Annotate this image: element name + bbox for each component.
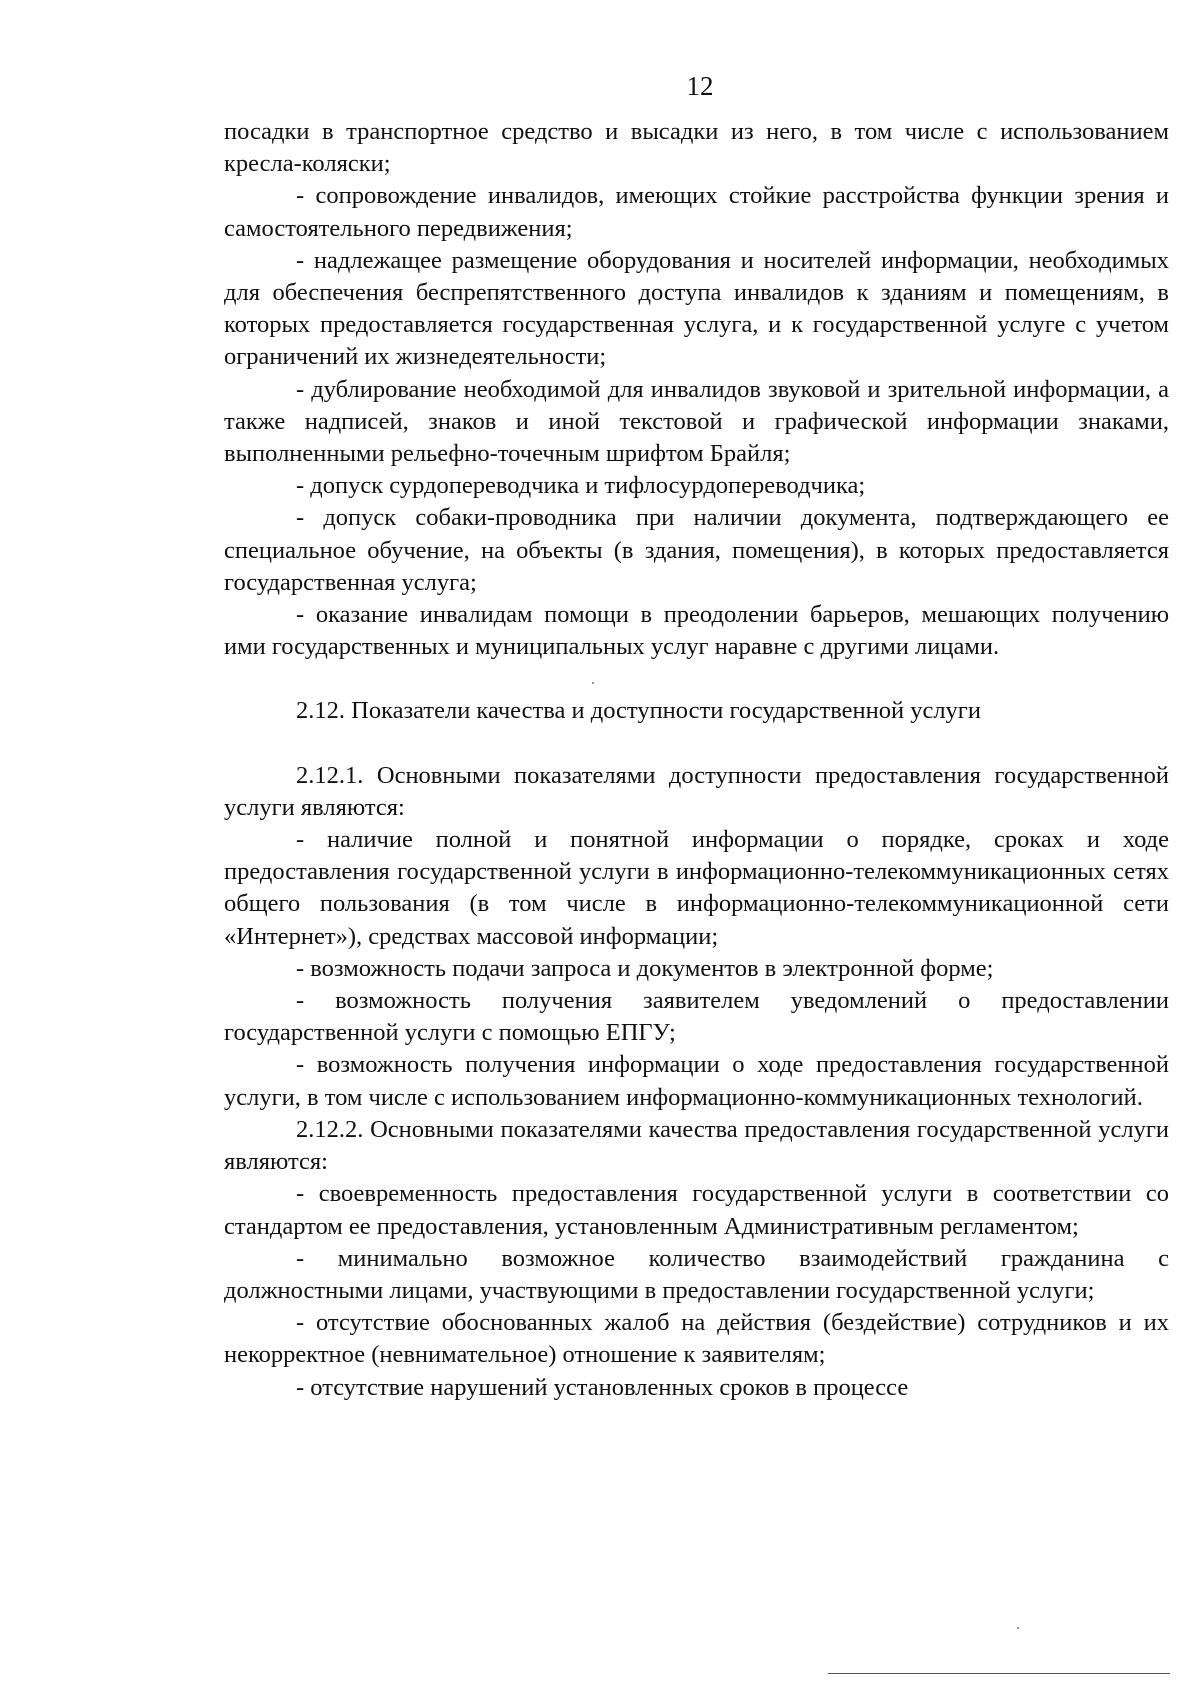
paragraph: - наличие полной и понятной информации о порядке, сроках и ходе предоставления государственной услуги в информационно-телекоммуникационных сетях общего пользования (в том числе в информационно-телекоммуникационной сети «Интернет»), средствах массовой информации; bbox=[224, 826, 1169, 950]
paragraph: - сопровождение инвалидов, имеющих стойкие расстройства функции зрения и самостоятельного передвижения; bbox=[224, 182, 1169, 242]
document-body bbox=[224, 116, 1169, 1404]
footer-rule bbox=[828, 1673, 1170, 1674]
paragraph: - дублирование необходимой для инвалидов звуковой и зрительной информации, а также надписей, знаков и иной текстовой и графической информации знаками, выполненными рельефно-точечным шрифтом Брайля; bbox=[224, 375, 1169, 468]
scan-speck bbox=[1017, 1627, 1019, 1629]
paragraph: - минимально возможное количество взаимодействий гражданина с должностными лицами, участвующими в предоставлении государственной услуги; bbox=[224, 1244, 1169, 1304]
page-number: 12 bbox=[686, 71, 714, 101]
paragraph: - оказание инвалидам помощи в преодолении барьеров, мешающих получению ими государственных и муниципальных услуг наравне с другими лицами. bbox=[224, 601, 1169, 661]
paragraph: - возможность получения информации о ходе предоставления государственной услуги, в том числе с использованием информационно-коммуникационных технологий. bbox=[224, 1051, 1169, 1111]
paragraph: посадки в транспортное средство и высадки из него, в том числе с использованием кресла-коляски; bbox=[224, 118, 1169, 178]
paragraph: 2.12.1. Основными показателями доступности предоставления государственной услуги являются: bbox=[224, 761, 1169, 821]
paragraph: - отсутствие нарушений установленных сроков в процессе bbox=[296, 1373, 909, 1401]
paragraph: - возможность подачи запроса и документов в электронной форме; bbox=[296, 954, 994, 982]
paragraph: - возможность получения заявителем уведомлений о предоставлении государственной услуги с помощью ЕПГУ; bbox=[224, 987, 1169, 1047]
scan-speck bbox=[592, 682, 594, 684]
paragraph: - допуск собаки-проводника при наличии документа, подтверждающего ее специальное обучение, на объекты (в здания, помещения), в которых предоставляется государственная услуга; bbox=[224, 504, 1169, 596]
paragraph: - допуск сурдопереводчика и тифлосурдопереводчика; bbox=[296, 472, 866, 500]
paragraph: - своевременность предоставления государственной услуги в соответствии со стандартом ее предоставления, установленным Административным регламентом; bbox=[224, 1180, 1169, 1240]
paragraph: - надлежащее размещение оборудования и носителей информации, необходимых для обеспечения беспрепятственного доступа инвалидов к зданиям и помещениям, в которых предоставляется государственная услуга, и к государственной услуге с учетом ограничений их жизнедеятельности; bbox=[224, 246, 1169, 371]
section-heading: 2.12. Показатели качества и доступности государственной услуги bbox=[296, 697, 981, 725]
paragraph: 2.12.2. Основными показателями качества предоставления государственной услуги являются: bbox=[224, 1115, 1169, 1176]
paragraph: - отсутствие обоснованных жалоб на действия (бездействие) сотрудников и их некорректное (невнимательное) отношение к заявителям; bbox=[224, 1309, 1169, 1369]
